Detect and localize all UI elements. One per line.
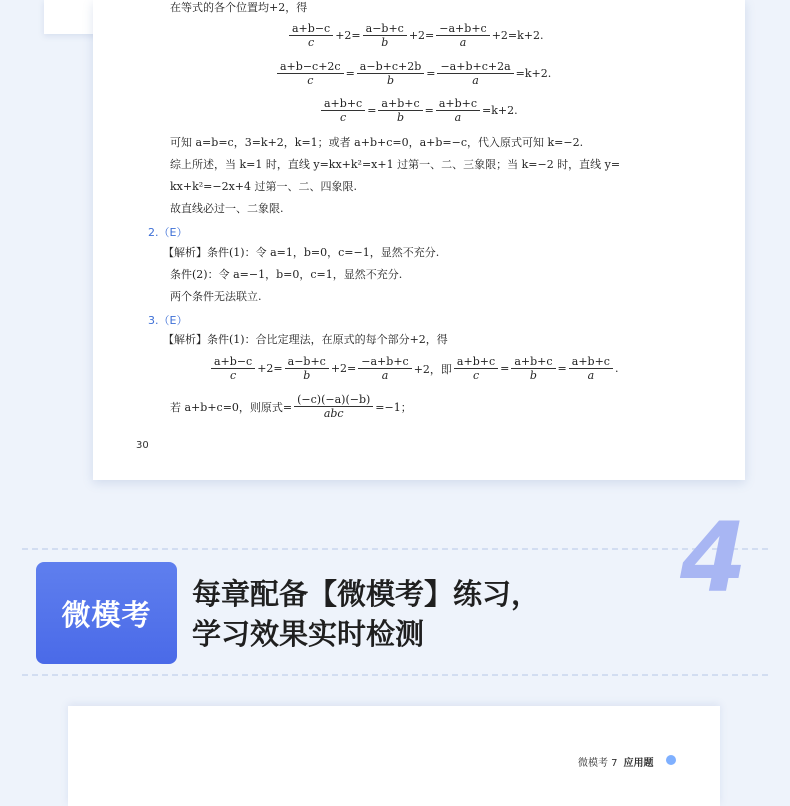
equation-2: $\frac{a+b-c+2c}{c}$ = $\frac{a-b+c+2b}{b}$ = $\frac{-a+b+c+2a}{a}$ =k+2. xyxy=(277,60,551,87)
fraction: $\frac{a+b+c}{c}$ xyxy=(454,355,498,382)
fraction: $\frac{-a+b+c}{a}$ xyxy=(358,355,411,382)
intro-line: 在等式的各个位置均+2，得 xyxy=(170,1,308,14)
fraction: $\frac{a+b+c}{a}$ xyxy=(436,97,480,124)
text-line: 综上所述，当 k=1 时，直线 y=kx+k²=x+1 过第一、二、三象限；当 k=−2 时，直线 y= xyxy=(170,158,621,171)
running-head-right: 应用题 xyxy=(623,758,654,769)
fraction: $\frac{a-b+c}{b}$ xyxy=(363,22,407,49)
fraction: $\frac{a+b-c+2c}{c}$ xyxy=(277,60,344,87)
text-line: 可知 a=b=c，3=k+2，k=1；或者 a+b+c=0，a+b=−c，代入原式可知 k=−2. xyxy=(170,136,584,149)
feature-headline xyxy=(192,574,540,654)
preview-page xyxy=(68,706,720,806)
fraction: $\frac{(-c)(-a)(-b)}{\text{abc}}$ xyxy=(294,393,373,420)
page-number: 30 xyxy=(136,440,149,451)
answer-label-2: 2.（E） xyxy=(148,226,188,239)
fraction: $\frac{a-b+c+2b}{b}$ xyxy=(357,60,424,87)
equation-1: $\frac{a+b-c}{c}$ +2= $\frac{a-b+c}{b}$ +2= $\frac{-a+b+c}{a}$ +2=k+2. xyxy=(289,22,544,49)
fraction: $\frac{a+b+c}{b}$ xyxy=(378,97,422,124)
textbook-page xyxy=(93,0,745,480)
fraction: $\frac{a-b+c}{b}$ xyxy=(285,355,329,382)
running-head-left: 微模考 7 xyxy=(578,758,618,769)
fraction: $\frac{a+b-c}{c}$ xyxy=(289,22,333,49)
divider xyxy=(22,674,768,676)
headline-line-1: 每章配备【微模考】练习， xyxy=(192,577,541,611)
fraction: $\frac{-a+b+c+2a}{a}$ xyxy=(437,60,513,87)
text-line: 两个条件无法联立. xyxy=(170,290,262,303)
equation-4: $\frac{a+b-c}{c}$ +2= $\frac{a-b+c}{b}$ +2= $\frac{-a+b+c}{a}$ +2，即 $\frac{a+b+c}{c}$ = $\frac{a+b+c}{b}$ = $\frac{a+b+c}{a}$ . xyxy=(211,355,618,382)
fraction: $\frac{a+b+c}{c}$ xyxy=(321,97,365,124)
fraction: $\frac{-a+b+c}{a}$ xyxy=(436,22,489,49)
running-head xyxy=(578,754,654,769)
answer-label-3: 3.（E） xyxy=(148,314,188,327)
text-line: 故直线必过一、二象限. xyxy=(170,202,284,215)
feature-badge: 微模考 xyxy=(36,562,177,664)
text-line: 【解析】条件(1)：合比定理法，在原式的每个部分+2，得 xyxy=(163,333,448,346)
text-line: 条件(2)：令 a=−1，b=0，c=1，显然不充分. xyxy=(170,268,403,281)
text-line: kx+k²=−2x+4 过第一、二、四象限. xyxy=(170,180,358,193)
equation-3: $\frac{a+b+c}{c}$ = $\frac{a+b+c}{b}$ = $\frac{a+b+c}{a}$ =k+2. xyxy=(321,97,518,124)
equation-5: 若 a+b+c=0，则原式= $\frac{(-c)(-a)(-b)}{\text{abc}}$ =−1； xyxy=(170,393,412,420)
headline-line-2: 学习效果实时检测 xyxy=(192,617,425,651)
fraction: $\frac{a+b+c}{b}$ xyxy=(511,355,555,382)
fraction: $\frac{a+b+c}{a}$ xyxy=(569,355,613,382)
divider xyxy=(22,548,768,550)
bookmark-dot-icon xyxy=(666,755,676,765)
section-number: 4 xyxy=(680,502,747,614)
fraction: $\frac{a+b-c}{c}$ xyxy=(211,355,255,382)
text-line: 【解析】条件(1)：令 a=1，b=0，c=−1，显然不充分. xyxy=(163,246,440,259)
